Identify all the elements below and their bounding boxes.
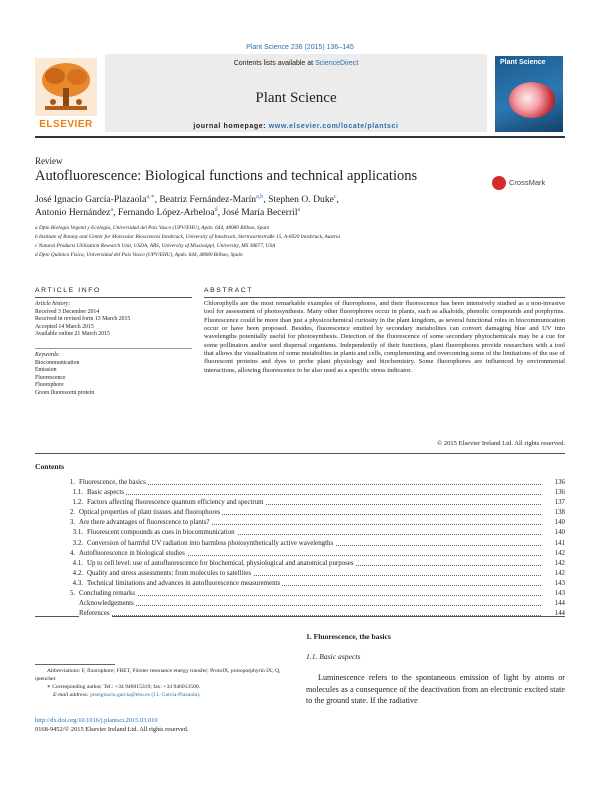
- keywords-divider: [35, 348, 192, 349]
- toc-entry-label[interactable]: Fluorescence, the basics: [79, 478, 148, 488]
- toc-entry-page[interactable]: 140: [554, 529, 565, 537]
- homepage-link[interactable]: www.elsevier.com/locate/plantsci: [268, 123, 399, 130]
- author-affiliation-mark[interactable]: a,∗: [146, 194, 155, 200]
- toc-entry-number: 1.1.: [72, 489, 83, 497]
- cover-flower-image: [509, 82, 555, 118]
- author-name[interactable]: Stephen O. Duke: [268, 194, 334, 206]
- toc-entry-number: 4.2.: [72, 569, 83, 577]
- toc-entry[interactable]: [35, 559, 565, 569]
- abstract-text: Chlorophylls are the most remarkable examples of fluorophores, and their fluorescence has been intensively studied as a non-invasive tool for assessment of photosynthesis. Many other fluorophores occur in plants, such as alkaloids, phenolic compounds and porphyrins. Fluorescence could be more than just a physicochemical curiosity in the plant kingdom, as several functional roles in biocommunication occur or have been proposed. Besides, fluorescence emitted by secondary metabolites can convert damaging blue and UV into wavelengths potentially useful for photosynthesis. Detection of the fluorescence of some secondary phytochemicals may be a cue for some pollinators and/or seed dispersal organisms. Independently of their functions, plant fluorophores provide researchers with a tool that allows the visualization of some metabolites in plants and cells, complementing and overcoming some of the limitations of the use of fluorescent proteins and dyes to probe plant physiology and biochemistry. Some fluorophores are influenced by environmental interactions, allowing fluorescence to be also used as a specific stress indicator.: [204, 300, 565, 374]
- affiliation: c Natural Products Utilization Research Unit, USDA, ARS, University of Mississippi, University, MS 38677, USA: [35, 243, 276, 249]
- toc-entry[interactable]: [35, 579, 565, 589]
- section-1-heading: 1. Fluorescence, the basics: [306, 632, 391, 641]
- toc-entry[interactable]: [35, 589, 565, 599]
- toc-entry-label[interactable]: Up to cell level: use of autofluorescence for biochemical, physiological and anatomical purposes: [87, 559, 356, 569]
- toc-entry-label[interactable]: Basic aspects: [87, 488, 126, 498]
- author-affiliation-mark[interactable]: d: [214, 207, 218, 213]
- author-name[interactable]: José Ignacio García-Plazaola: [35, 194, 147, 206]
- keyword: Green fluorescent protein: [35, 389, 95, 396]
- crossmark-badge[interactable]: [492, 176, 562, 190]
- author-affiliation-mark[interactable]: a,b: [256, 194, 264, 200]
- toc-entry-label[interactable]: Fluorescent compounds as cues in biocommunication: [87, 528, 237, 538]
- keyword: Emission: [35, 367, 57, 374]
- keyword: Fluorescence: [35, 374, 66, 381]
- crossmark-icon: [492, 176, 506, 190]
- toc-entry-page[interactable]: 143: [554, 579, 565, 587]
- keyword: Biocommunication: [35, 359, 80, 366]
- journal-header-box: [105, 54, 487, 132]
- abstract-divider: [204, 297, 565, 298]
- keywords-label: Keywords:: [35, 352, 60, 358]
- toc-entry-page[interactable]: 142: [554, 559, 565, 567]
- history-label: Article history:: [35, 301, 71, 307]
- journal-cover-image[interactable]: [495, 56, 563, 132]
- author-name[interactable]: José María Becerril: [222, 207, 298, 219]
- toc-entry-label[interactable]: Factors affecting fluorescence quantum efficiency and spectrum: [87, 498, 266, 508]
- author-line-2: Antonio Hernández$^a$, Fernando López-Arbeloa$^d$, José María Becerril$^a$: [35, 207, 301, 219]
- homepage-prefix: journal homepage:: [193, 123, 267, 130]
- email-link[interactable]: joseignacio.garcia@ehu.es (J.I. García-Plazaola).: [90, 691, 201, 698]
- toc-entry-number: 1.: [69, 479, 75, 486]
- contents-heading: Contents: [35, 462, 65, 471]
- toc-entry[interactable]: [35, 569, 565, 579]
- toc-entry-number: 3.1.: [72, 529, 83, 537]
- footnote-divider: [35, 664, 115, 665]
- article-history: [35, 301, 192, 339]
- toc-entry-page[interactable]: 143: [554, 590, 565, 598]
- toc-entry[interactable]: [35, 518, 565, 528]
- history-item: Available online 21 March 2015: [35, 331, 110, 338]
- contents-available-line: [105, 60, 487, 67]
- toc-entry-number: 3.: [69, 519, 75, 527]
- toc-entry-page[interactable]: 142: [554, 569, 565, 577]
- article-type: Review: [35, 156, 63, 166]
- affiliation: b Institute of Botany and Center for Molecular Biosciences Innsbruck, University of Innsbruck, Sternwartestraße 15, A-6020 Innsbruck, Austria: [35, 234, 341, 240]
- toc-entry-page[interactable]: 142: [554, 549, 565, 557]
- article-info-heading: ARTICLE INFO: [35, 287, 101, 294]
- toc-entry[interactable]: [35, 599, 565, 609]
- toc-entry-label[interactable]: Optical properties of plant tissues and fluorophores: [79, 508, 222, 518]
- footnotes: [35, 668, 293, 700]
- elsevier-tree-icon: [35, 58, 97, 116]
- journal-homepage-line: [105, 123, 487, 130]
- affiliation: d Dpto Química Física, Universidad del País Vasco (UPV/EHU), Apdo. 644, 48080 Bilbao, Spain: [35, 252, 243, 258]
- author-name[interactable]: Fernando López-Arbeloa: [117, 207, 215, 219]
- journal-reference[interactable]: Plant Science 236 (2015) 136–145: [246, 44, 354, 51]
- toc-leader-dots: [79, 615, 541, 616]
- author-line-1: José Ignacio García-Plazaola$^{a,∗}$, Beatriz Fernández-Marín$^{a,b}$, Stephen O. Duke$^c$,: [35, 194, 339, 206]
- toc-entry-label[interactable]: Acknowledgements: [79, 599, 136, 609]
- crossmark-label: CrossMark: [509, 178, 546, 187]
- author-affiliation-mark[interactable]: c: [333, 194, 337, 200]
- article-info-divider: [35, 297, 192, 298]
- toc-entry-number: 4.1.: [72, 559, 83, 567]
- affiliation: a Dpto Biología Vegetal y Ecología, Universidad del País Vasco (UPV/EHU), Apdo. 644, 48080 Bilbao, Spain: [35, 225, 270, 231]
- toc-leader-dots: [87, 494, 541, 495]
- abstract-bottom-divider: [35, 453, 565, 454]
- toc-entry[interactable]: [35, 539, 565, 549]
- toc-entry-label[interactable]: Are there advantages of fluorescence to plants?: [79, 518, 211, 528]
- toc-leader-dots: [79, 605, 541, 606]
- author-affiliation-mark[interactable]: a: [297, 207, 301, 213]
- toc-entry[interactable]: [35, 528, 565, 538]
- article-title: Autofluorescence: Biological functions and technical applications: [35, 168, 418, 184]
- masthead: [35, 54, 565, 132]
- history-item: Received 3 December 2014: [35, 308, 100, 315]
- toc-entry-page[interactable]: 144: [554, 610, 565, 618]
- toc-entry-page[interactable]: 137: [554, 499, 565, 507]
- email-label: E-mail address:: [53, 691, 89, 698]
- toc-entry[interactable]: [35, 549, 565, 559]
- abstract-heading: ABSTRACT: [204, 287, 254, 294]
- affiliations: [35, 224, 565, 260]
- masthead-divider: [35, 136, 565, 138]
- toc-entry[interactable]: [35, 498, 565, 508]
- toc-entry-label[interactable]: Quality and stress assessments: from molecules to satellites: [87, 569, 253, 579]
- toc-entry-number: 4.: [69, 549, 75, 557]
- author-name[interactable]: Beatriz Fernández-Marín: [159, 194, 257, 206]
- contents-prefix: Contents lists available at: [233, 60, 314, 67]
- toc-leader-dots: [79, 484, 541, 485]
- toc-entry[interactable]: [35, 488, 565, 498]
- toc-entry-number: 3.2.: [72, 539, 83, 547]
- sciencedirect-link[interactable]: ScienceDirect: [315, 60, 359, 67]
- author-name[interactable]: Antonio Hernández: [35, 207, 111, 219]
- cover-title: Plant Science: [500, 59, 546, 66]
- toc-entry-number: 4.3.: [72, 579, 83, 587]
- history-item: Received in revised form 13 March 2015: [35, 316, 131, 323]
- body-paragraph: Luminescence refers to the spontaneous emission of light by atoms or molecules as a consequence of the deactivation from an electronic excited state to the ground state. If the radiative: [306, 673, 565, 706]
- journal-title: Plant Science: [255, 90, 337, 106]
- toc-entry-page[interactable]: 144: [554, 600, 565, 608]
- keyword: Fluorophore: [35, 382, 64, 389]
- section-1-1-heading: 1.1. Basic aspects: [306, 652, 361, 661]
- email-note: [35, 692, 293, 700]
- toc-entry-number: 2.: [69, 509, 75, 517]
- doi-link[interactable]: http://dx.doi.org/10.1016/j.plantsci.2015.03.010: [35, 717, 158, 724]
- issn-line: 0168-9452/© 2015 Elsevier Ireland Ltd. All rights reserved.: [35, 726, 189, 733]
- toc-entry-label[interactable]: Technical limitations and advances in autofluorescence measurements: [87, 579, 282, 589]
- author-affiliation-mark[interactable]: a: [110, 207, 114, 213]
- corresponding-author-note: ∗ Corresponding author. Tel.: +34 946015319; fax: +34 946013500.: [47, 683, 201, 690]
- keywords: [35, 352, 192, 398]
- toc-entry-number: 5.: [69, 590, 75, 598]
- toc-entry-page[interactable]: 138: [554, 509, 565, 517]
- toc-entry-page[interactable]: 141: [554, 539, 565, 547]
- toc-entry-label[interactable]: Conversion of harmful UV radiation into harmless photosynthetically active wavelengths: [87, 539, 335, 549]
- toc-entry-page[interactable]: 136: [554, 489, 565, 497]
- table-of-contents: [35, 478, 565, 619]
- toc-leader-dots: [79, 595, 541, 596]
- abbreviations-note: Abbreviations: F, fluorophore; FRET, Förster resonance energy transfer; ProtoIX, protoporphyrin IX; Q, quencher.: [35, 668, 281, 682]
- toc-entry[interactable]: [35, 508, 565, 518]
- history-item: Accepted 14 March 2015: [35, 323, 94, 330]
- toc-entry-page[interactable]: 140: [554, 519, 565, 527]
- abstract-copyright: © 2015 Elsevier Ireland Ltd. All rights reserved.: [437, 440, 565, 447]
- elsevier-logo[interactable]: [35, 58, 97, 130]
- toc-entry[interactable]: [35, 478, 565, 488]
- toc-entry-label[interactable]: Autofluorescence in biological studies: [79, 549, 187, 559]
- toc-entry-number: 1.2.: [72, 499, 83, 507]
- publisher-name: ELSEVIER: [39, 119, 93, 130]
- toc-entry-label[interactable]: Concluding remarks: [79, 589, 137, 599]
- toc-entry-page[interactable]: 136: [554, 479, 565, 486]
- toc-entry-label[interactable]: References: [79, 609, 112, 619]
- toc-entry[interactable]: [35, 609, 565, 619]
